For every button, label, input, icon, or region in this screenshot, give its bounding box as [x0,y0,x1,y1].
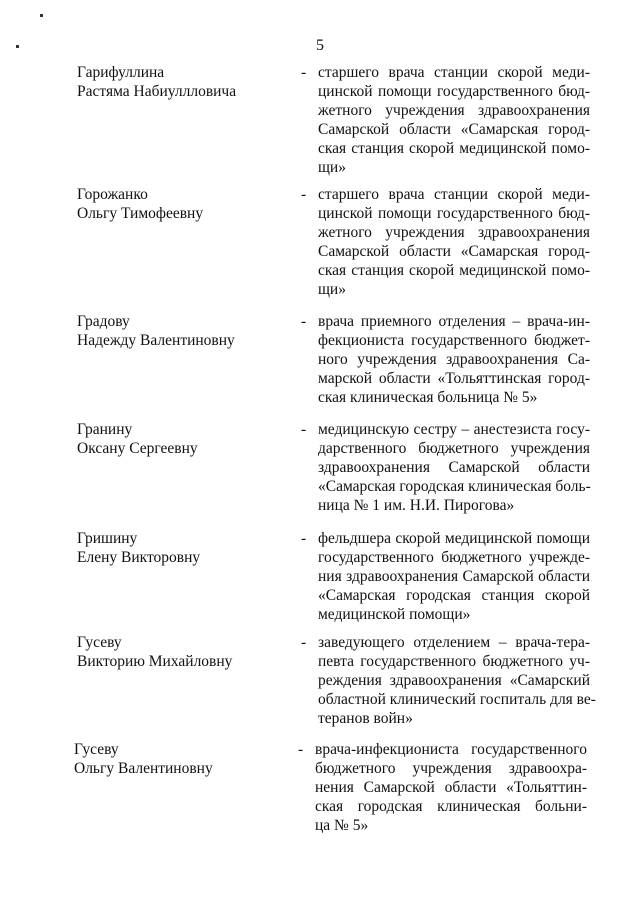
person-name [77,420,287,458]
description-line: цинской помощи государственного бюд- [318,205,590,222]
person-name [77,63,287,101]
description-line: врача приемного отделения – врача-ин- [318,313,590,330]
description-line: нения Самарской области «Тольяттин- [315,779,587,796]
description-line: Самарской области «Самарская город- [318,121,590,138]
description-line: старшего врача станции скорой меди- [318,186,590,203]
description-line: здравоохранения Самарской области [318,459,590,476]
description-line: Самарской области «Самарская город- [318,243,590,260]
description-line: фекциониста государственного бюджет- [318,332,590,349]
description-line: марской области «Тольяттинская город- [318,370,590,387]
person-name [77,633,287,671]
description-line: врача-инфекциониста государственного [315,741,587,758]
description-line: певта государственного бюджетного уч- [318,653,590,670]
dash: - [301,421,307,438]
description-line: фельдшера скорой медицинской помощи [318,530,590,547]
dash: - [301,530,307,547]
description-line: заведующего отделением – врача-тера- [318,634,590,651]
dash: - [301,313,307,330]
person-name [77,529,287,567]
description-line: жетного учреждения здравоохранения [318,224,590,241]
description-line: реждения здравоохранения «Самарский [318,672,590,689]
given-name: Оксану Сергеевну [77,440,198,457]
scan-mark [16,45,19,48]
position-description [318,63,590,177]
dash: - [298,741,304,758]
person-name [77,312,287,350]
description-line: бюджетного учреждения здравоохра- [315,760,587,777]
description-line: ская станция скорой медицинской помо- [318,262,590,279]
description-line: ская клиническая больница № 5» [318,389,538,406]
given-name: Надежду Валентиновну [77,332,235,349]
description-line: ская городская клиническая больни- [315,798,587,815]
description-line: медицинской помощи» [318,606,471,623]
position-description [318,529,590,624]
description-line: теранов войн» [318,710,413,727]
description-line: цинской помощи государственного бюд- [318,83,590,100]
surname: Горожанко [77,186,148,203]
dash: - [301,64,307,81]
description-line: щи» [318,159,346,176]
surname: Гранину [77,421,133,438]
description-line: жетного учреждения здравоохранения [318,102,590,119]
surname: Гусеву [77,634,122,651]
description-line: медицинскую сестру – анестезиста госу- [318,421,590,438]
person-name [77,185,287,223]
description-line: старшего врача станции скорой меди- [318,64,590,81]
person-name [74,740,284,778]
given-name: Ольгу Тимофеевну [77,205,204,222]
page-number: 5 [316,37,324,54]
description-line: ного учреждения здравоохранения Са- [318,351,590,368]
given-name: Ольгу Валентиновну [74,760,213,777]
description-line: государственного бюджетного учрежде- [318,549,590,566]
position-description [318,185,590,299]
description-line: ница № 1 им. Н.И. Пирогова» [318,497,515,514]
description-line: областной клинический госпиталь для ве- [318,691,596,708]
given-name: Растяма Набиуллловича [77,83,237,100]
dash: - [301,634,307,651]
position-description [318,312,590,407]
dash: - [301,186,307,203]
position-description [318,420,590,515]
description-line: ская станция скорой медицинской помо- [318,140,590,157]
description-line: «Самарская городская клиническая боль- [318,478,591,495]
description-line: «Самарская городская станция скорой [318,587,590,604]
position-description [318,633,596,728]
surname: Гарифуллина [77,64,165,81]
description-line: дарственного бюджетного учреждения [318,440,590,457]
given-name: Елену Викторовну [77,549,201,566]
surname: Гришину [77,530,138,547]
surname: Градову [77,313,130,330]
description-line: ния здравоохранения Самарской области [318,568,590,585]
position-description [315,740,587,835]
scan-mark [40,14,43,17]
description-line: щи» [318,281,346,298]
given-name: Викторию Михайловну [77,653,233,670]
description-line: ца № 5» [315,817,369,834]
surname: Гусеву [74,741,119,758]
